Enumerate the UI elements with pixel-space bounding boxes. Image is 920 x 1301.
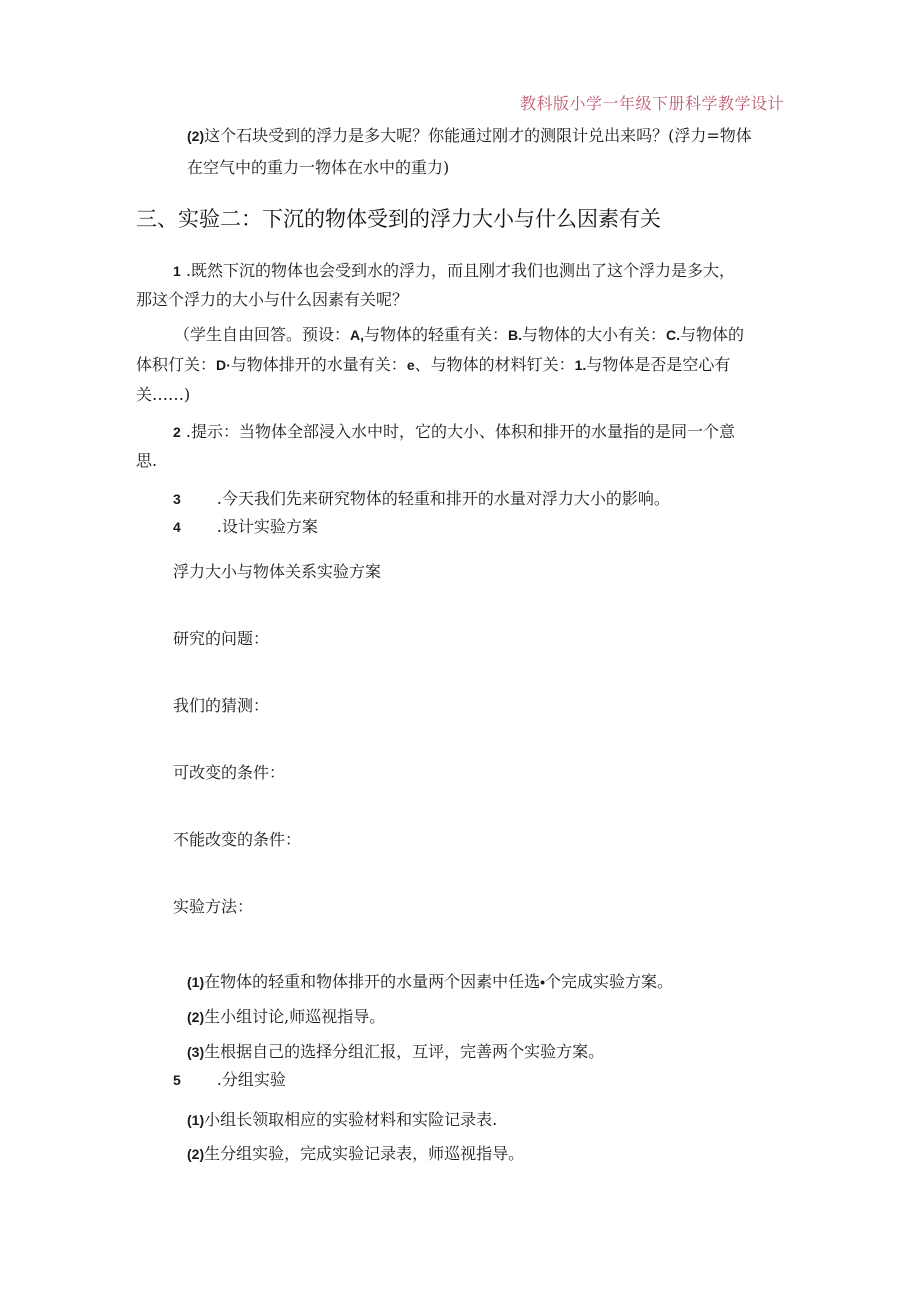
item-5-number: 5: [173, 1072, 181, 1088]
item-2-line-2: 思.: [136, 451, 158, 470]
item-4-number: 4: [173, 519, 181, 535]
presumption-text: 与物体的轻重有关：: [364, 325, 509, 344]
item-5-step-1-number: (1): [187, 1112, 205, 1128]
item-2-text-1: .提示：当物体全部浸入水中时，它的大小、体积和排开的水量指的是同一个意: [180, 422, 735, 441]
option-b-label: B.: [508, 327, 523, 343]
step-2: [187, 1006, 385, 1028]
step-3: [187, 1041, 604, 1063]
step-3-text: 生根据自己的选择分组汇报，互评，完善两个实验方案。: [204, 1042, 605, 1061]
step-1-dot: •: [540, 974, 546, 990]
step-1: [187, 971, 673, 993]
item-1-number: 1: [173, 263, 181, 279]
step-1-number: (1): [187, 974, 205, 990]
item-2-number: 2: [173, 424, 181, 440]
presumption-text: （学生自由回答。预设：: [174, 325, 351, 344]
step-3-number: (3): [187, 1044, 205, 1060]
presumption-text: 与物体是否是空心有: [586, 355, 731, 374]
step-1-text-end: 个完成实验方案。: [545, 972, 674, 991]
item-1-text-1: .既然下沉的物体也会受到水的浮力，而且刚才我们也测出了这个浮力是多大，: [180, 261, 735, 280]
item-3: [173, 488, 670, 510]
option-c-label: C.: [666, 327, 681, 343]
item-5-step-1-text: 小组长领取相应的实验材料和实险记录表.: [204, 1110, 498, 1129]
item-5-step-2-text: 生分组实验，完成实验记录表，师巡视指导。: [204, 1144, 525, 1163]
presumption-text: 、与物体的材料钉关：: [414, 355, 575, 374]
step-2-number: (2): [187, 1009, 205, 1025]
item-1-line-1: [173, 260, 735, 282]
option-e-label: e: [406, 357, 415, 373]
item-5-step-1: [187, 1109, 497, 1131]
section-heading: 三、实验二：下沉的物体受到的浮力大小与什么因素有关: [136, 207, 661, 231]
item-4-text: .设计实验方案: [216, 517, 318, 536]
item-5-step-2-number: (2): [187, 1146, 205, 1162]
page-header: 教科版小学一年级下册科学教学设计: [519, 94, 784, 113]
presumption-text: 体积仃关：: [136, 355, 217, 374]
option-f-label: 1.: [574, 357, 587, 373]
plan-title: 浮力大小与物体关系实验方案: [173, 562, 382, 581]
presumption-text: 与物体的大小有关：: [522, 325, 667, 344]
intro-text-1: 这个石块受到的浮力是多大呢？你能通过刚才的测限计兑出来吗？(浮力=物体: [204, 126, 752, 145]
presumption-line-3: 关……): [136, 385, 191, 404]
plan-constant-label: 不能改变的条件：: [173, 830, 302, 849]
item-1-line-2: 那这个浮力的大小与什么因素有关呢？: [136, 290, 409, 309]
step-2-text: 生小组讨论,师巡视指导。: [204, 1007, 386, 1026]
option-d-label: D·: [216, 357, 231, 373]
intro-line-2: 在空气中的重力一物体在水中的重力): [187, 158, 450, 177]
item-3-number: 3: [173, 491, 181, 507]
intro-line-1: [187, 125, 752, 147]
item-2-line-1: [173, 421, 735, 443]
plan-guess-label: 我们的猜测：: [173, 696, 270, 715]
item-4: [173, 516, 318, 538]
step-1-text: 在物体的轻重和物体排开的水量两个因素中任选: [204, 972, 541, 991]
presumption-line-2: [136, 354, 730, 376]
presumption-text: 与物体的: [680, 325, 745, 344]
plan-question-label: 研究的问题：: [173, 629, 270, 648]
item-5-step-2: [187, 1143, 524, 1165]
option-a-label: A,: [350, 327, 365, 343]
intro-number: (2): [187, 128, 205, 144]
item-5-text: .分组实验: [216, 1070, 286, 1089]
plan-variable-label: 可改变的条件：: [173, 763, 286, 782]
presumption-line-1: [174, 324, 744, 346]
item-3-text: .今天我们先来研究物体的轻重和排开的水量对浮力大小的影响。: [216, 489, 670, 508]
presumption-text: 与物体排开的水量有关：: [230, 355, 407, 374]
plan-method-label: 实验方法：: [173, 897, 254, 916]
item-5: [173, 1069, 286, 1091]
